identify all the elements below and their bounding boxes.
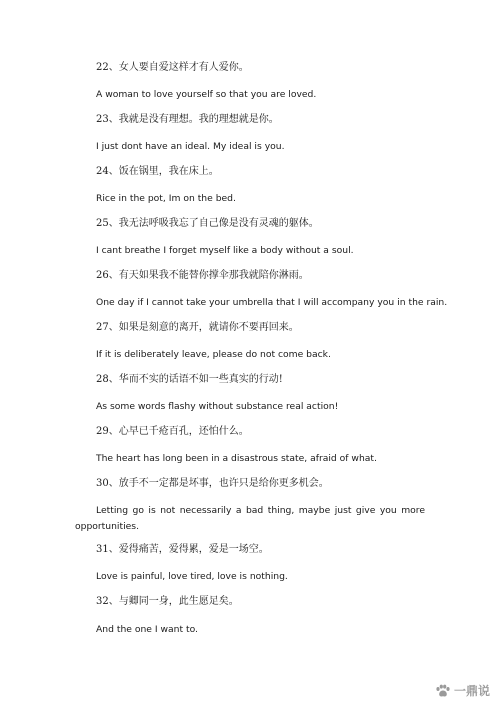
line-en-22: A woman to love yourself so that you are loved.: [96, 89, 317, 100]
paragraph-en-30: [75, 503, 425, 535]
line-zh-29: 29、心早已千疮百孔，还怕什么。: [96, 426, 249, 437]
line-zh-32: 32、与卿同一身，此生愿足矣。: [96, 596, 239, 607]
line-en-29: The heart has long been in a disastrous state, afraid of what.: [96, 453, 377, 464]
paragraph-en-30-text: Letting go is not necessarily a bad thing, maybe just give you more opportunities.: [75, 505, 425, 532]
line-en-28: As some words flashy without substance real action!: [96, 401, 339, 412]
line-en-31: Love is painful, love tired, love is nothing.: [96, 571, 288, 582]
line-zh-25: 25、我无法呼吸我忘了自己像是没有灵魂的躯体。: [96, 218, 319, 229]
line-zh-31: 31、爱得痛苦，爱得累，爱是一场空。: [96, 544, 269, 555]
paw-icon: [435, 684, 451, 698]
watermark-text: 一鼎说: [453, 684, 490, 698]
line-zh-24: 24、饭在锅里，我在床上。: [96, 166, 219, 177]
line-zh-27: 27、如果是刻意的离开，就请你不要再回来。: [96, 322, 299, 333]
line-zh-23: 23、我就是没有理想。我的理想就是你。: [96, 114, 279, 125]
line-zh-26: 26、有天如果我不能替你撑伞那我就陪你淋雨。: [96, 270, 309, 281]
watermark: [435, 682, 490, 699]
line-zh-22: 22、女人要自爱这样才有人爱你。: [96, 62, 249, 73]
line-zh-28: 28、华而不实的话语不如一些真实的行动!: [96, 374, 283, 385]
line-en-32: And the one I want to.: [96, 624, 198, 635]
line-en-27: If it is deliberately leave, please do not come back.: [96, 349, 331, 360]
line-en-25: I cant breathe I forget myself like a body without a soul.: [96, 245, 354, 256]
line-en-24: Rice in the pot, Im on the bed.: [96, 193, 236, 204]
line-en-23: I just dont have an ideal. My ideal is you.: [96, 141, 285, 152]
line-zh-30: 30、放手不一定都是坏事，也许只是给你更多机会。: [96, 478, 329, 489]
line-en-26: One day if I cannot take your umbrella that I will accompany you in the rain.: [96, 297, 448, 308]
